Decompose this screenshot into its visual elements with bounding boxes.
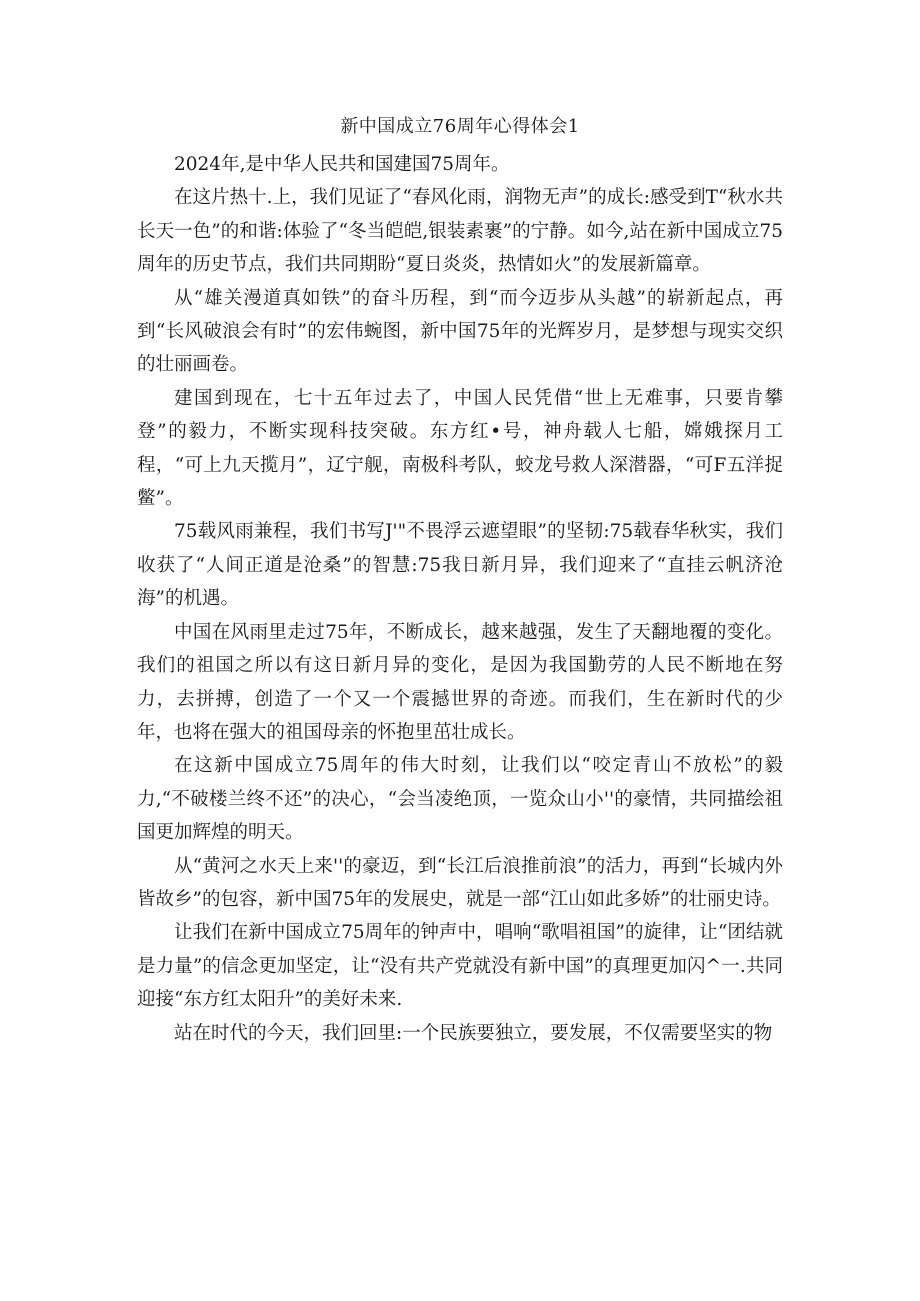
paragraph: 中国在风雨里走过75年，不断成长，越来越强，发生了天翻地覆的变化。我们的祖国之所以有这日新月异的变化，是因为我国勤劳的人民不断地在努力，去拼搏，创造了一个又一个震撼世界的奇迹。而我们，生在新时代的少年，也将在强大的祖国母亲的怀抱里茁壮成长。 [137,621,783,743]
paragraph: 75载风雨兼程，我们书写J'"不畏浮云遮望眼”的坚韧:75载春华秋实，我们收获了“人间正道是沧桑”的智慧:75我日新月异，我们迎来了“直挂云帆济沧海”的机遇。 [137,521,783,610]
paragraph: 站在时代的今天，我们回里:一个民族要独立，要发展，不仅需要坚实的物 [174,1022,773,1044]
paragraph: 2024年,是中华人民共和国建国75周年。 [174,154,510,175]
paragraph: 在这新中国成立75周年的伟大时刻，让我们以“咬定青山不放松”的毅力,“不破楼兰终不还”的决心，“会当凌绝顶，一览众山小''的豪情，共同描绘祖国更加辉煌的明天。 [137,755,783,844]
document-title: 新中国成立76周年心得体会1 [340,116,580,137]
paragraph: 从“雄关漫道真如铁”的奋斗历程，到“而今迈步从头越”的崭新起点，再到“长风破浪会有时”的宏伟蜿图，新中国75年的光辉岁月，是梦想与现实交织的壮丽画卷。 [137,287,783,376]
paragraph: 建国到现在，七十五年过去了，中国人民凭借“世上无难事，只要肯攀登”的毅力，不断实现科技突破。东方红•号，神舟载人七船，嫦娥探月工程，“可上九天揽月”，辽宁舰，南极科考队，蛟龙号救人深潜器，“可F五洋捉鳖”。 [137,387,783,510]
paragraph: 从“黄河之水天上来''的豪迈，到“长江后浪推前浪”的活力，再到“长城内外皆故乡”的包容，新中国75年的发展史，就是一部“江山如此多娇”的壮丽史诗。 [137,855,783,910]
paragraph: 让我们在新中国成立75周年的钟声中，唱响“歌唱祖国”的旋律，让“团结就是力量”的信念更加坚定，让“没有共产党就没有新中国”的真理更加闪^一.共同迎接“东方红太阳升”的美好未来. [137,922,783,1011]
document-body [137,148,783,1050]
paragraph: 在这片热十.上，我们见证了“春风化雨，润物无声”的成长:感受到T“秋水共长天一色”的和谐:体验了“冬当皑皑,银装素裹”的宁静。如今,站在新中国成立75周年的历史节点，我们共同期盼“夏日炎炎，热情如火”的发展新篇章。 [137,187,783,276]
